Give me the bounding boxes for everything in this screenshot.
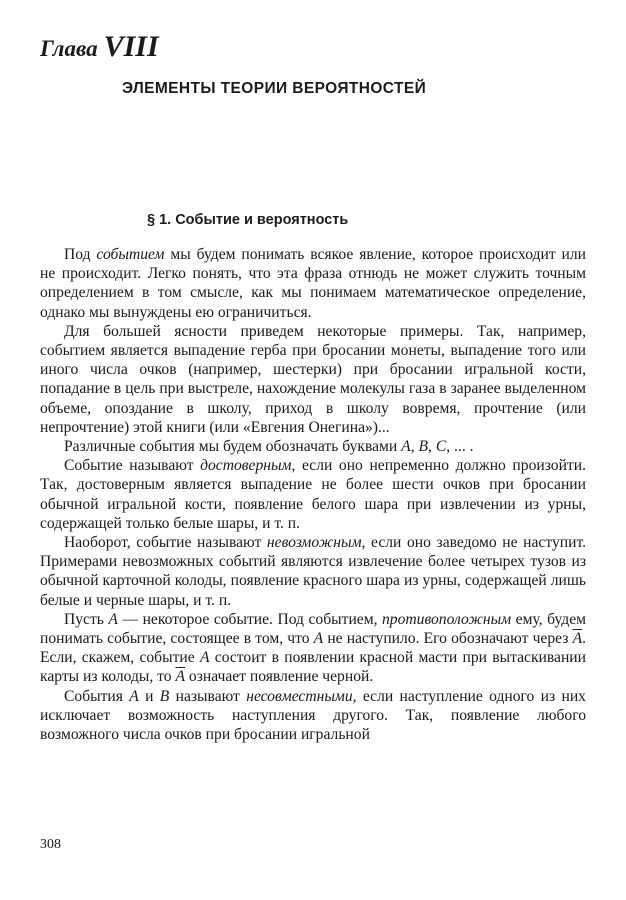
chapter-label: Глава: [40, 36, 98, 61]
chapter-title: ЭЛЕМЕНТЫ ТЕОРИИ ВЕРОЯТНОСТЕЙ: [122, 80, 427, 97]
paragraph: Под событием мы будем понимать всякое явление, которое происходит или не происходит. Легко понять, что эта фраза отнюдь не может служить точным определением в том смысле, как мы понимаем математическое определение, однако мы вынуждены ею ограничиться.: [40, 246, 586, 321]
paragraph: Событие называют достоверным, если оно непременно должно произойти. Так, достоверным является выпадение не более шести очков при бросании обычной игральной кости, появление белого шара при извлечении из урны, содержащей только белые шары, и т. п.: [40, 457, 586, 532]
chapter-heading: [40, 30, 159, 64]
paragraph: Различные события мы будем обозначать буквами A, B, C, ... .: [64, 438, 474, 456]
body-text: [40, 245, 586, 744]
paragraph: События A и B называют несовместными, если наступление одного из них исключает возможность наступления другого. Так, появление любого возможного числа очков при бросании игральной: [40, 687, 586, 744]
paragraph: Для большей ясности приведем некоторые примеры. Так, например, событием является выпадение герба при бросании монеты, выпадение того или иного числа очков (например, шестерки) при бросании игральной кости, попадание в цель при выстреле, нахождение молекулы газа в заранее выделенном объеме, опоздание в школу, приход в школу вовремя, прочтение (или непрочтение) этой книги (или «Евгения Онегина»)...: [40, 322, 586, 436]
page-number: 308: [40, 837, 61, 852]
paragraph: Пусть A — некоторое событие. Под событием, противоположным ему, будем понимать событие, состоящее в том, что A не наступило. Его обозначают через $\overline{A}$. Если, скажем, событие A состоит в появлении красной масти при вытаскивании карты из колоды, то $\overline{A}$ означает появление черной.: [40, 610, 586, 686]
section-title: § 1. Событие и вероятность: [147, 212, 349, 228]
paragraph: Наоборот, событие называют невозможным, если оно заведомо не наступит. Примерами невозможных событий являются извлечение более четырех тузов из обычной карточной колоды, появление красного шара из урны, содержащей лишь белые и черные шары, и т. п.: [40, 534, 586, 609]
chapter-number: VIII: [103, 30, 159, 63]
